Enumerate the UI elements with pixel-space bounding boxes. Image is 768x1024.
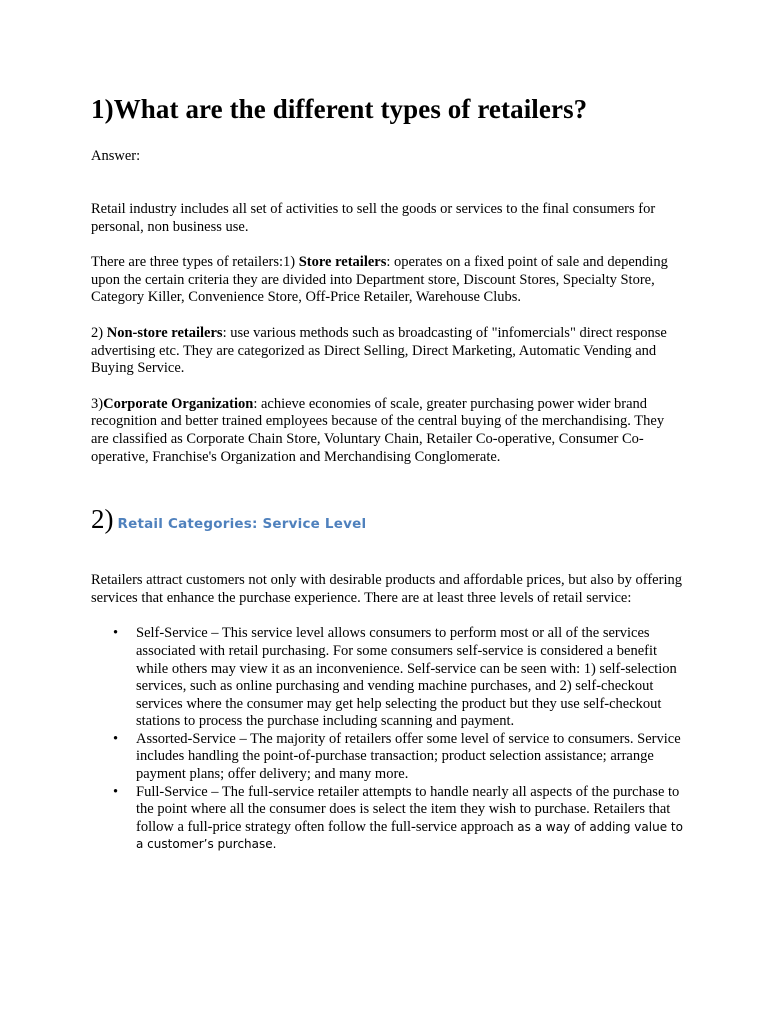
list-item-full-service	[113, 783, 685, 854]
corporate-organization-description: : achieve economies of scale, greater purchasing power wider brand recognition and better trained employees because of the central buying of the merchandising. They are classified as Corporate Chain Store, Voluntary Chain, Retailer Co-operative, Consumer Co-operative, Franchise's Organization and Merchandising Conglomerate.	[91, 395, 665, 465]
service-levels-intro-paragraph: Retailers attract customers not only with desirable products and affordable prices, but also by offering services that enhance the purchase experience. There are at least three levels of retail service:	[91, 572, 682, 606]
question-2-heading	[91, 504, 685, 534]
bullet-icon: •	[113, 625, 119, 642]
corporate-organization-term: Corporate Organization	[103, 395, 254, 412]
full-service-text: Full-Service – The full-service retailer attempts to handle nearly all aspects of the purchase to the point where all the consumer does is select the item they wish to purchase. Retailers that follow a full-price strategy often follow the full-service approach	[136, 783, 680, 835]
list-item-assorted-service	[113, 730, 685, 784]
assorted-service-text: Assorted-Service – The majority of retailers offer some level of service to consumers. Service includes handling the point-of-purchase transaction; product selection assistance; arrange payment plans; offer delivery; and many more.	[136, 730, 681, 783]
corporate-organization-prefix: 3)	[91, 395, 104, 412]
non-store-retailers-description: : use various methods such as broadcasting of "infomercials" direct response advertising etc. They are categorized as Direct Selling, Direct Marketing, Automatic Vending and Buying Service.	[91, 324, 667, 377]
answer-label: Answer:	[91, 148, 141, 164]
corporate-organization-paragraph	[91, 396, 685, 466]
question-2-number: 2)	[91, 504, 114, 535]
question-1-title: 1)What are the different types of retailers?	[91, 94, 588, 124]
bullet-icon: •	[113, 783, 119, 800]
store-retailers-prefix: There are three types of retailers:1)	[91, 254, 299, 271]
store-retailers-description: : operates on a fixed point of sale and depending upon the certain criteria they are divided into Department store, Discount Stores, Specialty Store, Category Killer, Convenience Store, Off-Price Retailer, Warehouse Clubs.	[91, 254, 668, 306]
non-store-retailers-prefix: 2)	[91, 324, 107, 341]
non-store-retailers-term: Non-store retailers	[106, 324, 223, 341]
question-2-title: Retail Categories: Service Level	[117, 516, 367, 533]
list-item-self-service	[113, 625, 685, 731]
full-service-text-tail: as a way of adding value to a customer’s purchase.	[136, 819, 683, 852]
store-retailers-term: Store retailers	[298, 254, 387, 271]
service-levels-list	[91, 625, 685, 854]
non-store-retailers-paragraph	[91, 325, 685, 378]
store-retailers-paragraph	[91, 254, 685, 307]
retail-definition-paragraph: Retail industry includes all set of activities to sell the goods or services to the final consumers for personal, non business use.	[91, 201, 656, 235]
document-page	[91, 92, 685, 854]
bullet-icon: •	[113, 730, 119, 747]
self-service-text: Self-Service – This service level allows consumers to perform most or all of the services associated with retail purchasing. For some consumers self-service is considered a benefit while others may view it as an inconvenience. Self-service can be seen with: 1) self-selection services, such as online purchasing and vending machine purchases, and 2) self-checkout services where the consumer may get help selecting the product but they use self-checkout stations to process the purchase including scanning and payment.	[136, 625, 677, 730]
